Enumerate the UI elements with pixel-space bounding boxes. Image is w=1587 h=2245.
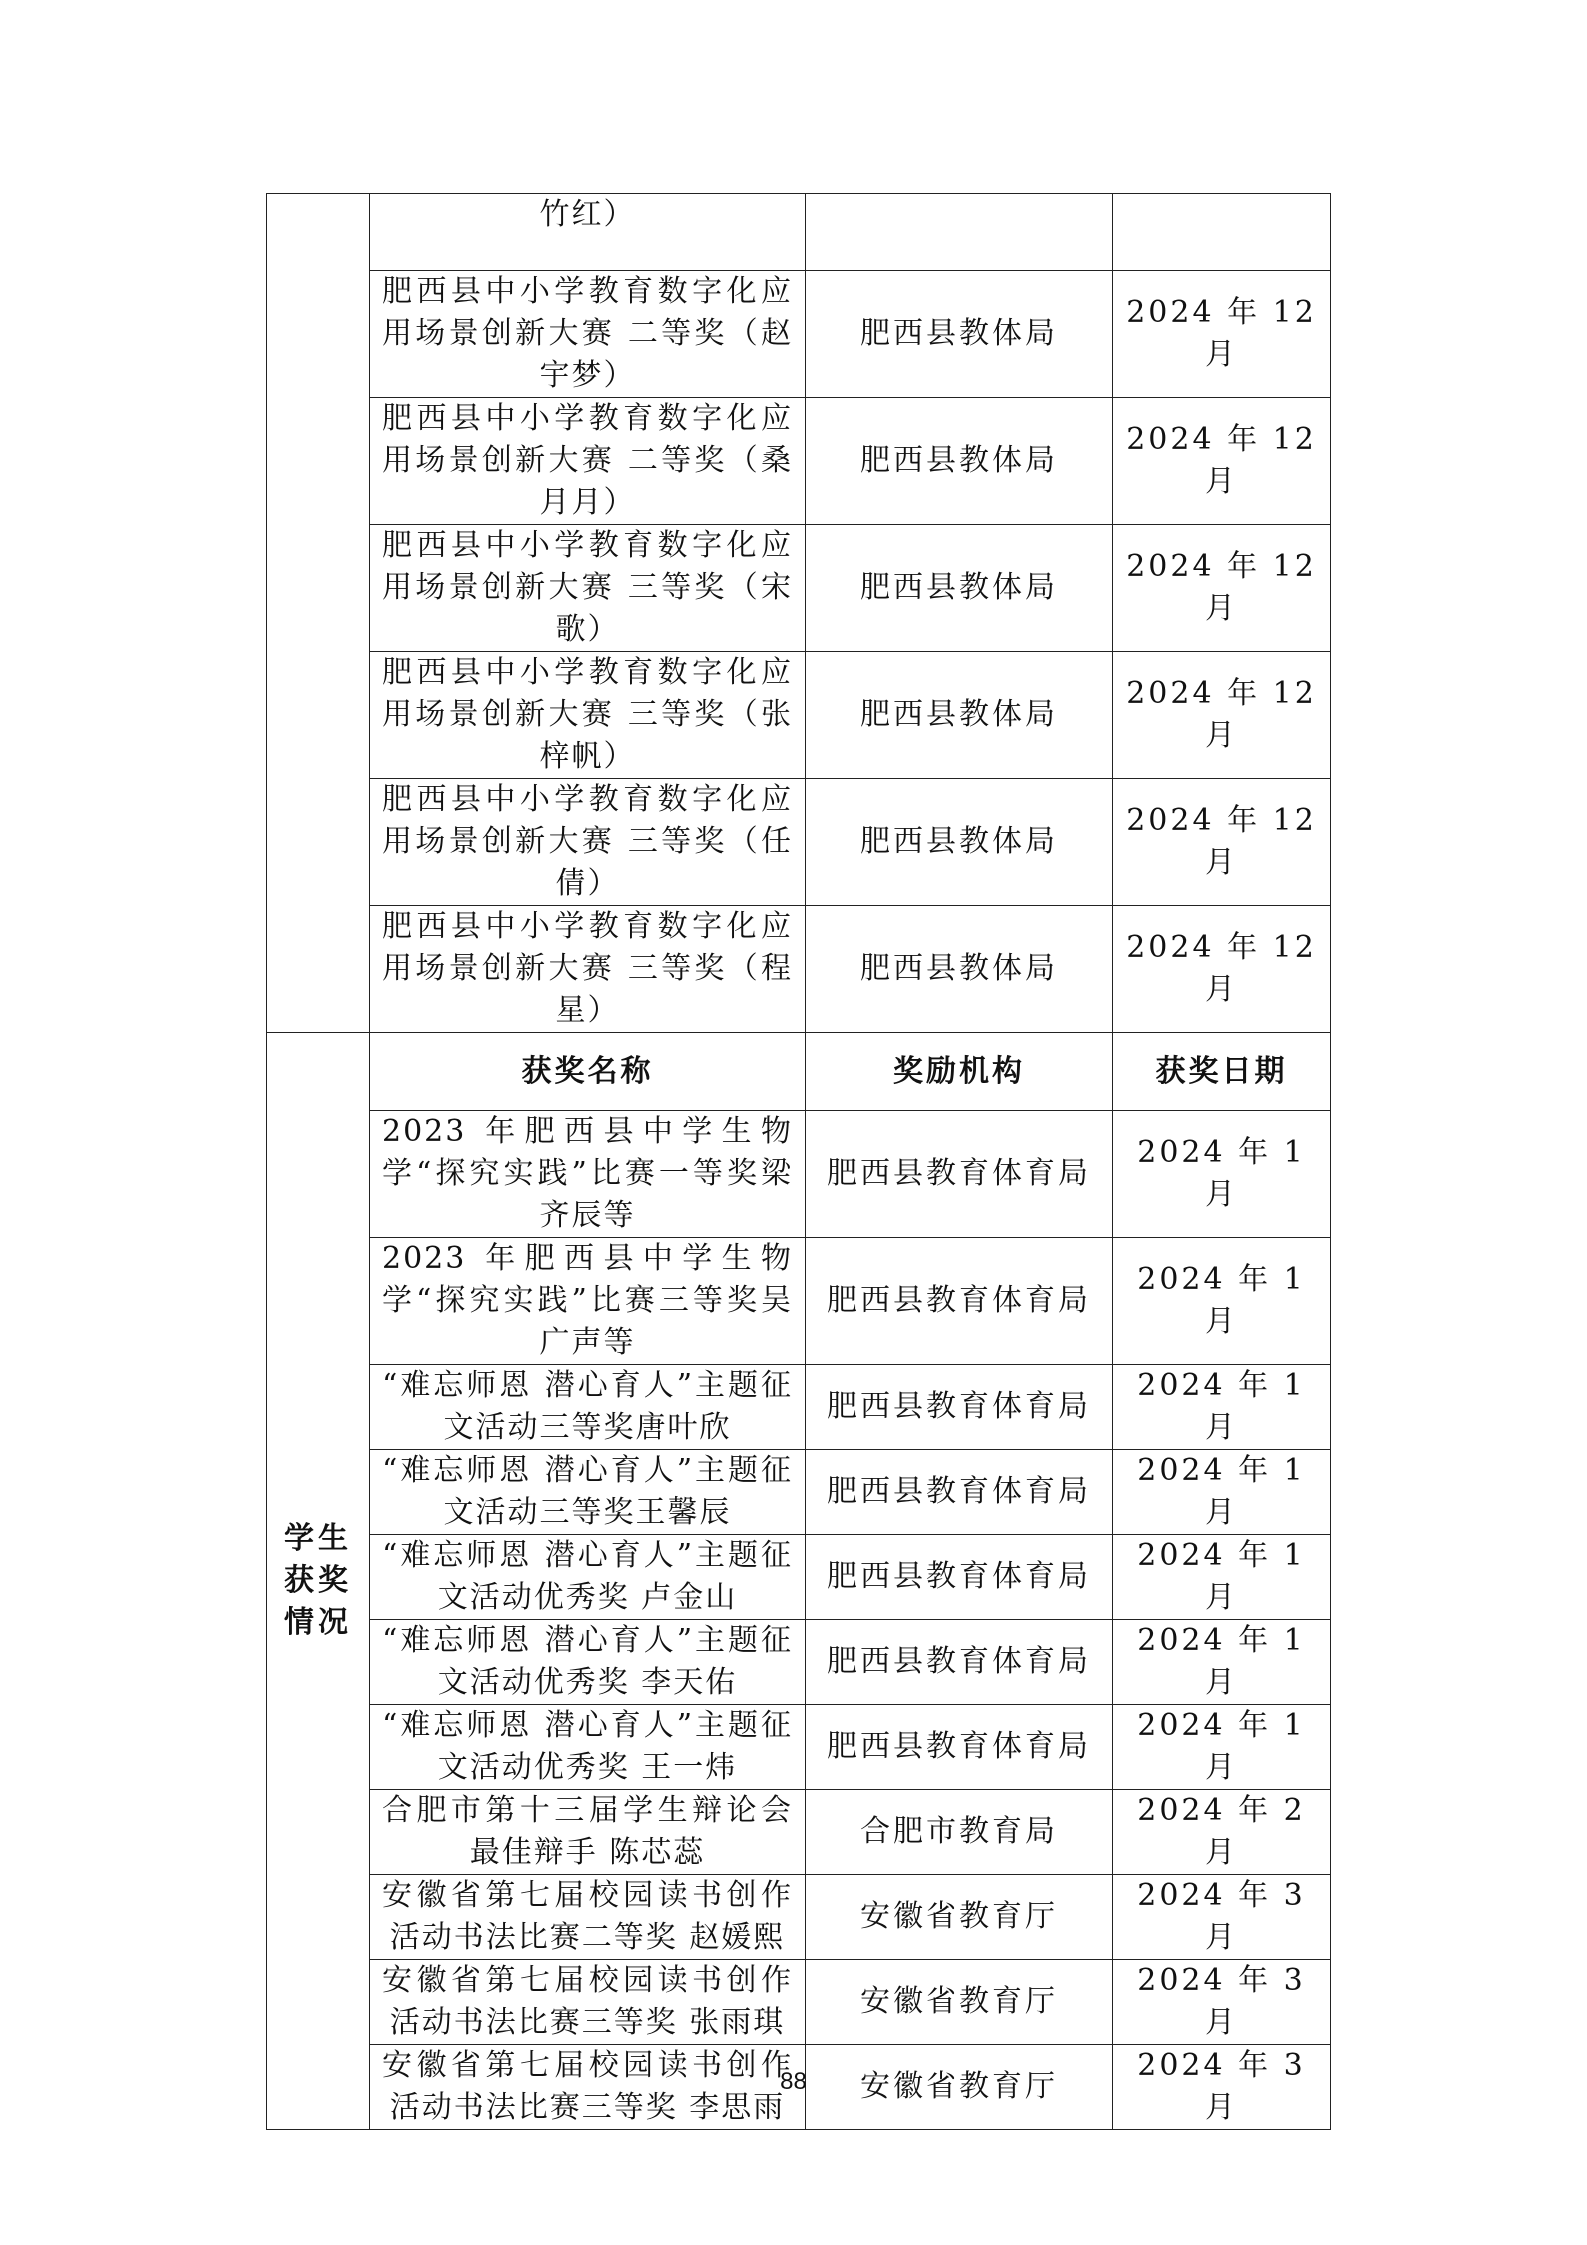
award-date-cell: 2024 年 12 月	[1113, 398, 1331, 525]
award-date-cell	[1113, 194, 1331, 271]
table-row	[267, 1790, 1331, 1875]
award-date-cell: 2024 年 1 月	[1113, 1535, 1331, 1620]
award-date-cell: 2024 年 12 月	[1113, 652, 1331, 779]
table-row	[267, 398, 1331, 525]
table-row	[267, 1238, 1331, 1365]
award-org-cell: 肥西县教体局	[806, 525, 1113, 652]
table-row	[267, 1111, 1331, 1238]
award-date-cell: 2024 年 3 月	[1113, 1875, 1331, 1960]
student-awards-category: 学生获奖情况	[267, 1033, 370, 2130]
award-date-cell: 2024 年 1 月	[1113, 1705, 1331, 1790]
award-name-cell: 肥西县中小学教育数字化应用场景创新大赛 三等奖（程星）	[370, 906, 806, 1033]
award-name-cell: “难忘师恩 潜心育人”主题征文活动三等奖王馨辰	[370, 1450, 806, 1535]
award-org-cell: 肥西县教育体育局	[806, 1111, 1113, 1238]
award-name-cell: 肥西县中小学教育数字化应用场景创新大赛 三等奖（宋歌）	[370, 525, 806, 652]
table-row	[267, 652, 1331, 779]
award-name-cell: 竹红）	[370, 194, 806, 271]
award-name-cell: “难忘师恩 潜心育人”主题征文活动三等奖唐叶欣	[370, 1365, 806, 1450]
award-name-cell: 合肥市第十三届学生辩论会最佳辩手 陈芯蕊	[370, 1790, 806, 1875]
award-org-cell: 肥西县教育体育局	[806, 1238, 1113, 1365]
award-date-cell: 2024 年 1 月	[1113, 1111, 1331, 1238]
award-org-cell: 肥西县教体局	[806, 271, 1113, 398]
award-name-cell: 肥西县中小学教育数字化应用场景创新大赛 三等奖（张梓帆）	[370, 652, 806, 779]
table-row	[267, 779, 1331, 906]
award-date-cell: 2024 年 1 月	[1113, 1620, 1331, 1705]
table-row	[267, 1620, 1331, 1705]
award-org-cell: 肥西县教育体育局	[806, 1450, 1113, 1535]
award-name-cell: “难忘师恩 潜心育人”主题征文活动优秀奖 李天佑	[370, 1620, 806, 1705]
award-date-cell: 2024 年 2 月	[1113, 1790, 1331, 1875]
award-org-cell	[806, 194, 1113, 271]
table-row	[267, 271, 1331, 398]
table-row	[267, 1705, 1331, 1790]
award-name-cell: “难忘师恩 潜心育人”主题征文活动优秀奖 卢金山	[370, 1535, 806, 1620]
award-date-cell: 2024 年 3 月	[1113, 1960, 1331, 2045]
award-org-cell: 安徽省教育厅	[806, 1960, 1113, 2045]
award-org-cell: 肥西县教体局	[806, 398, 1113, 525]
table-header-row	[267, 1033, 1331, 1111]
award-date-cell: 2024 年 1 月	[1113, 1238, 1331, 1365]
award-org-cell: 肥西县教体局	[806, 779, 1113, 906]
award-name-cell: 2023 年肥西县中学生物学“探究实践”比赛一等奖梁齐辰等	[370, 1111, 806, 1238]
award-org-cell: 肥西县教育体育局	[806, 1365, 1113, 1450]
award-org-cell: 合肥市教育局	[806, 1790, 1113, 1875]
awards-table	[266, 193, 1331, 2130]
award-org-cell: 肥西县教育体育局	[806, 1620, 1113, 1705]
table-row	[267, 525, 1331, 652]
header-award-date: 获奖日期	[1113, 1033, 1331, 1111]
header-award-name: 获奖名称	[370, 1033, 806, 1111]
award-date-cell: 2024 年 1 月	[1113, 1365, 1331, 1450]
award-date-cell: 2024 年 3 月	[1113, 2045, 1331, 2130]
award-org-cell: 肥西县教体局	[806, 906, 1113, 1033]
award-date-cell: 2024 年 1 月	[1113, 1450, 1331, 1535]
award-org-cell: 肥西县教育体育局	[806, 1705, 1113, 1790]
award-date-cell: 2024 年 12 月	[1113, 906, 1331, 1033]
award-date-cell: 2024 年 12 月	[1113, 271, 1331, 398]
award-org-cell: 安徽省教育厅	[806, 1875, 1113, 1960]
award-org-cell: 肥西县教育体育局	[806, 1535, 1113, 1620]
award-org-cell: 肥西县教体局	[806, 652, 1113, 779]
table-row	[267, 1875, 1331, 1960]
header-award-org: 奖励机构	[806, 1033, 1113, 1111]
table-row	[267, 1365, 1331, 1450]
table-row	[267, 1450, 1331, 1535]
award-name-cell: 肥西县中小学教育数字化应用场景创新大赛 二等奖（桑月月）	[370, 398, 806, 525]
table-row	[267, 906, 1331, 1033]
category-cell-continued	[267, 194, 370, 1033]
award-name-cell: 安徽省第七届校园读书创作活动书法比赛三等奖 李思雨	[370, 2045, 806, 2130]
table-row	[267, 1535, 1331, 1620]
award-name-cell: 肥西县中小学教育数字化应用场景创新大赛 三等奖（任倩）	[370, 779, 806, 906]
award-date-cell: 2024 年 12 月	[1113, 525, 1331, 652]
page-number: 88	[780, 2068, 807, 2095]
award-name-cell: 安徽省第七届校园读书创作活动书法比赛二等奖 赵媛熙	[370, 1875, 806, 1960]
award-name-cell: “难忘师恩 潜心育人”主题征文活动优秀奖 王一炜	[370, 1705, 806, 1790]
table-row	[267, 1960, 1331, 2045]
award-name-cell: 安徽省第七届校园读书创作活动书法比赛三等奖 张雨琪	[370, 1960, 806, 2045]
award-name-cell: 肥西县中小学教育数字化应用场景创新大赛 二等奖（赵宇梦）	[370, 271, 806, 398]
award-date-cell: 2024 年 12 月	[1113, 779, 1331, 906]
award-name-cell: 2023 年肥西县中学生物学“探究实践”比赛三等奖吴广声等	[370, 1238, 806, 1365]
award-org-cell: 安徽省教育厅	[806, 2045, 1113, 2130]
table-row	[267, 194, 1331, 271]
